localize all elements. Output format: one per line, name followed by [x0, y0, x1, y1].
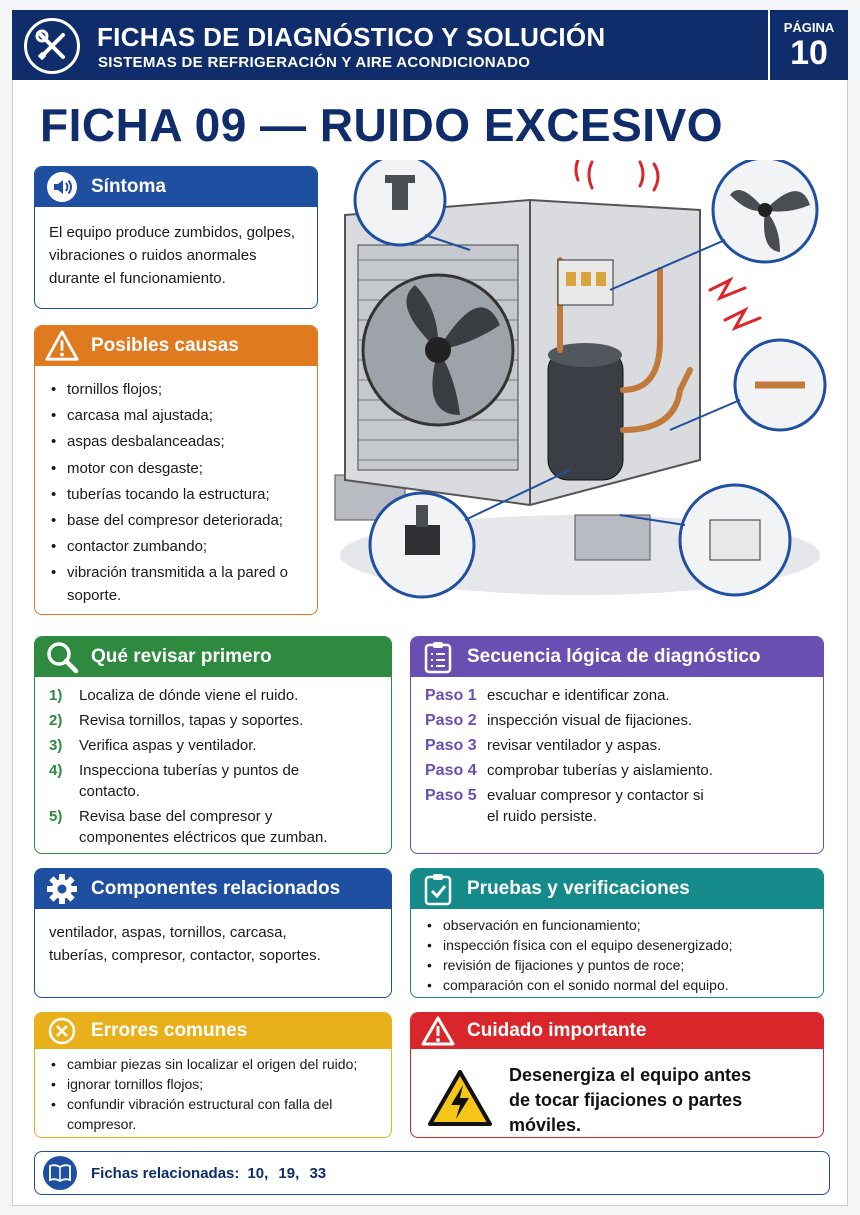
- related-refs[interactable]: 10, 19, 33: [247, 1164, 327, 1182]
- errores-list: [49, 1054, 377, 1134]
- list-item: • tornillos flojos;: [49, 378, 303, 401]
- pruebas-list: [425, 915, 809, 995]
- magnifier-icon: [45, 640, 79, 674]
- cuidado-card: [410, 1012, 824, 1138]
- list-item: • tuberías tocando la estructura;: [49, 483, 303, 506]
- errores-header: [35, 1013, 391, 1049]
- speaker-icon: [45, 170, 79, 204]
- cuidado-text-line2: de tocar fijaciones o partes móviles.: [509, 1090, 743, 1135]
- secuencia-list: [425, 685, 809, 827]
- pruebas-header: [411, 869, 823, 909]
- list-item: • ignorar tornillos flojos;: [49, 1074, 377, 1094]
- page-number: 10: [790, 34, 828, 72]
- sintoma-text: El equipo produce zumbidos, golpes, vibraciones o ruidos anormales durante el funcionamiento.: [49, 224, 295, 287]
- list-item: • contactor zumbando;: [49, 535, 303, 558]
- causas-list: [49, 378, 303, 607]
- book-icon: [43, 1156, 77, 1190]
- cuidado-header: [411, 1013, 823, 1049]
- list-item: 4) Inspecciona tuberías y puntos de contacto.: [49, 762, 300, 800]
- list-item: • confundir vibración estructural con falla del compresor.: [49, 1094, 339, 1134]
- wrench-screwdriver-icon: [24, 18, 80, 74]
- cuidado-title: Cuidado importante: [467, 1020, 647, 1041]
- secuencia-card: [410, 636, 824, 854]
- header-subtitle: SISTEMAS DE REFRIGERACIÓN Y AIRE ACONDICIONADO: [98, 54, 531, 71]
- clipboard-list-icon: [421, 640, 455, 674]
- condenser-unit-illustration: [330, 160, 830, 610]
- causas-header: [35, 326, 317, 366]
- list-item: • vibración transmitida a la pared o soporte.: [49, 561, 303, 607]
- sintoma-card: [34, 166, 318, 309]
- list-item: Paso 1 escuchar e identificar zona.: [425, 687, 670, 704]
- componentes-card: [34, 868, 392, 998]
- revisar-header: [35, 637, 391, 677]
- list-item: Paso 5 evaluar compresor y contactor si el ruido persiste.: [425, 787, 704, 825]
- causas-card: [34, 325, 318, 615]
- componentes-title: Componentes relacionados: [91, 878, 341, 899]
- errores-title: Errores comunes: [91, 1020, 248, 1041]
- page-header: [12, 10, 848, 80]
- x-circle-icon: [45, 1014, 79, 1048]
- list-item: 1) Localiza de dónde viene el ruido.: [49, 687, 299, 704]
- sintoma-header: [35, 167, 317, 207]
- header-title: FICHAS DE DIAGNÓSTICO Y SOLUCIÓN: [97, 22, 606, 52]
- cuidado-text-line1: Desenergiza el equipo antes: [509, 1065, 752, 1085]
- pruebas-card: [410, 868, 824, 998]
- list-item: Paso 4 comprobar tuberías y aislamiento.: [425, 762, 713, 779]
- warning-icon: [421, 1014, 455, 1048]
- revisar-list: [49, 685, 377, 848]
- componentes-header: [35, 869, 391, 909]
- clipboard-check-icon: [421, 872, 455, 906]
- list-item: 2) Revisa tornillos, tapas y soportes.: [49, 712, 304, 729]
- warning-icon: [45, 329, 79, 363]
- gear-icon: [45, 872, 79, 906]
- pruebas-title: Pruebas y verificaciones: [467, 878, 690, 899]
- related-sheets-bar: [34, 1151, 830, 1195]
- list-item: Paso 2 inspección visual de fijaciones.: [425, 712, 693, 729]
- revisar-card: [34, 636, 392, 854]
- errores-card: [34, 1012, 392, 1138]
- list-item: • motor con desgaste;: [49, 457, 303, 480]
- list-item: Paso 3 revisar ventilador y aspas.: [425, 737, 662, 754]
- high-voltage-icon: [427, 1069, 493, 1132]
- list-item: • aspas desbalanceadas;: [49, 430, 303, 453]
- related-label: Fichas relacionadas:: [91, 1164, 240, 1182]
- list-item: 3) Verifica aspas y ventilador.: [49, 737, 257, 754]
- secuencia-title: Secuencia lógica de diagnóstico: [467, 646, 761, 667]
- page-title: FICHA 09 — RUIDO EXCESIVO: [40, 99, 724, 151]
- causas-title: Posibles causas: [91, 335, 239, 356]
- componentes-text: ventilador, aspas, tornillos, carcasa, tuberías, compresor, contactor, soportes.: [49, 924, 321, 964]
- list-item: • cambiar piezas sin localizar el origen del ruido;: [49, 1054, 377, 1074]
- list-item: • base del compresor deteriorada;: [49, 509, 303, 532]
- page-indicator: [768, 10, 848, 80]
- list-item: 5) Revisa base del compresor y componentes eléctricos que zumban.: [49, 808, 328, 846]
- secuencia-header: [411, 637, 823, 677]
- list-item: • revisión de fijaciones y puntos de roce;: [425, 955, 809, 975]
- list-item: • inspección física con el equipo desenergizado;: [425, 935, 809, 955]
- list-item: • observación en funcionamiento;: [425, 915, 809, 935]
- sintoma-title: Síntoma: [91, 176, 166, 197]
- page-label: PÁGINA: [783, 20, 835, 35]
- list-item: • carcasa mal ajustada;: [49, 404, 303, 427]
- revisar-title: Qué revisar primero: [91, 646, 272, 667]
- list-item: • comparación con el sonido normal del equipo.: [425, 975, 809, 995]
